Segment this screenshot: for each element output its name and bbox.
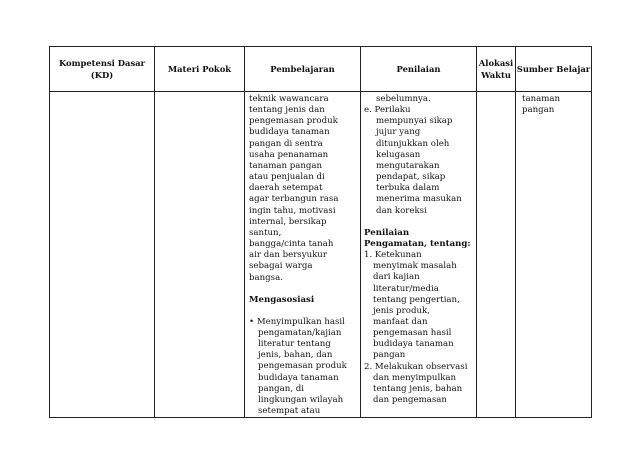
penilaian-line: tentang pengertian, — [373, 294, 460, 305]
cell-sumber-belajar — [516, 92, 592, 418]
pembelajaran-line: sebagai warga — [249, 261, 313, 272]
header-materi-pokok: Materi Pokok — [155, 47, 245, 92]
header-row — [50, 47, 592, 92]
penilaian-line: dan koreksi — [376, 205, 427, 216]
pembelajaran-line: air dan bersyukur — [249, 250, 327, 261]
sumber-line: tanaman — [522, 94, 561, 104]
pembelajaran-line: budidaya tanaman — [258, 372, 339, 383]
pembelajaran-line: daerah setempat — [249, 183, 323, 194]
pembelajaran-line: internal, bersikap — [249, 216, 327, 227]
penilaian-line: budidaya tanaman — [373, 339, 454, 350]
cell-pembelajaran — [245, 92, 361, 418]
pembelajaran-line: budidaya tanaman — [249, 127, 330, 138]
pembelajaran-line: pengemasan produk — [249, 116, 338, 127]
pembelajaran-line: jenis, bahan, dan — [258, 350, 333, 361]
penilaian-heading: Pengamatan, tentang: — [364, 238, 471, 249]
header-sumber-belajar: Sumber Belajar — [516, 47, 592, 92]
pembelajaran-line: tentang jenis dan — [249, 105, 325, 116]
pembelajaran-line: pangan, di — [258, 383, 305, 394]
pembelajaran-line: pengamatan/kajian — [258, 327, 342, 338]
pembelajaran-line: setempat atau — [258, 406, 321, 417]
penilaian-line: sebelumnya. — [376, 94, 431, 104]
penilaian-line: mempunyai sikap — [376, 116, 453, 127]
penilaian-line: literatur/media — [373, 283, 439, 294]
penilaian-line: terbuka dalam — [376, 183, 440, 194]
cell-alokasi-waktu — [477, 92, 516, 418]
penilaian-line: pangan — [373, 350, 406, 361]
pembelajaran-line: lingkungan wilayah — [258, 394, 344, 405]
pembelajaran-line: pangan di sentra — [249, 138, 323, 149]
penilaian-item-e: e. Perilaku — [364, 105, 411, 116]
penilaian-line: dari kajian — [373, 272, 420, 283]
penilaian-line: menyimak masalah — [373, 261, 457, 272]
penilaian-item-2: 2. Melakukan observasi — [364, 361, 468, 372]
penilaian-line: ditunjukkan oleh — [376, 138, 450, 149]
cell-kompetensi-dasar — [50, 92, 155, 418]
pembelajaran-line: pengemasan produk — [258, 361, 347, 372]
penilaian-line: pendapat, sikap — [376, 172, 446, 183]
pembelajaran-line: atau penjualan di — [249, 172, 325, 183]
penilaian-line: mengutarakan — [376, 160, 440, 171]
header-penilaian: Penilaian — [361, 47, 477, 92]
sumber-line: pangan — [522, 105, 555, 116]
header-pembelajaran: Pembelajaran — [245, 47, 361, 92]
penilaian-line: manfaat dan — [373, 316, 428, 327]
penilaian-line: menerima masukan — [376, 194, 462, 205]
penilaian-line: pengemasan hasil — [373, 328, 452, 339]
penilaian-heading: Penilaian — [364, 227, 410, 238]
penilaian-line: tentang jenis, bahan — [373, 383, 463, 394]
pembelajaran-line: literatur tentang — [258, 339, 331, 350]
mengasosiasi-heading: Mengasosiasi — [249, 294, 315, 305]
pembelajaran-line: ingin tahu, motivasi — [249, 205, 336, 216]
cell-materi-pokok — [155, 92, 245, 418]
header-alokasi-waktu: Alokasi Waktu — [477, 47, 516, 92]
pembelajaran-line: teknik wawancara — [249, 94, 329, 104]
header-kompetensi-dasar: Kompetensi Dasar (KD) — [50, 47, 155, 92]
syllabus-table — [49, 46, 592, 418]
penilaian-line: kelugasan — [376, 149, 421, 160]
bullet-icon: • — [249, 316, 255, 327]
penilaian-line: dan pengemasan — [373, 395, 447, 406]
pembelajaran-line: agar terbangun rasa — [249, 194, 339, 205]
pembelajaran-line: bangga/cinta tanah — [249, 239, 334, 250]
cell-penilaian — [361, 92, 477, 418]
pembelajaran-line: tanaman pangan — [249, 160, 323, 171]
penilaian-line: dan menyimpulkan — [373, 372, 457, 383]
penilaian-line: jujur yang — [376, 127, 421, 138]
body-row — [50, 92, 592, 418]
penilaian-item-1: 1. Ketekunan — [364, 250, 422, 261]
pembelajaran-bullet-item: • Menyimpulkan hasil — [249, 316, 345, 327]
penilaian-line: jenis produk, — [373, 305, 430, 316]
pembelajaran-line: bangsa. — [249, 272, 283, 283]
pembelajaran-line: santun, — [249, 227, 282, 238]
pembelajaran-line: usaha penanaman — [249, 149, 329, 160]
